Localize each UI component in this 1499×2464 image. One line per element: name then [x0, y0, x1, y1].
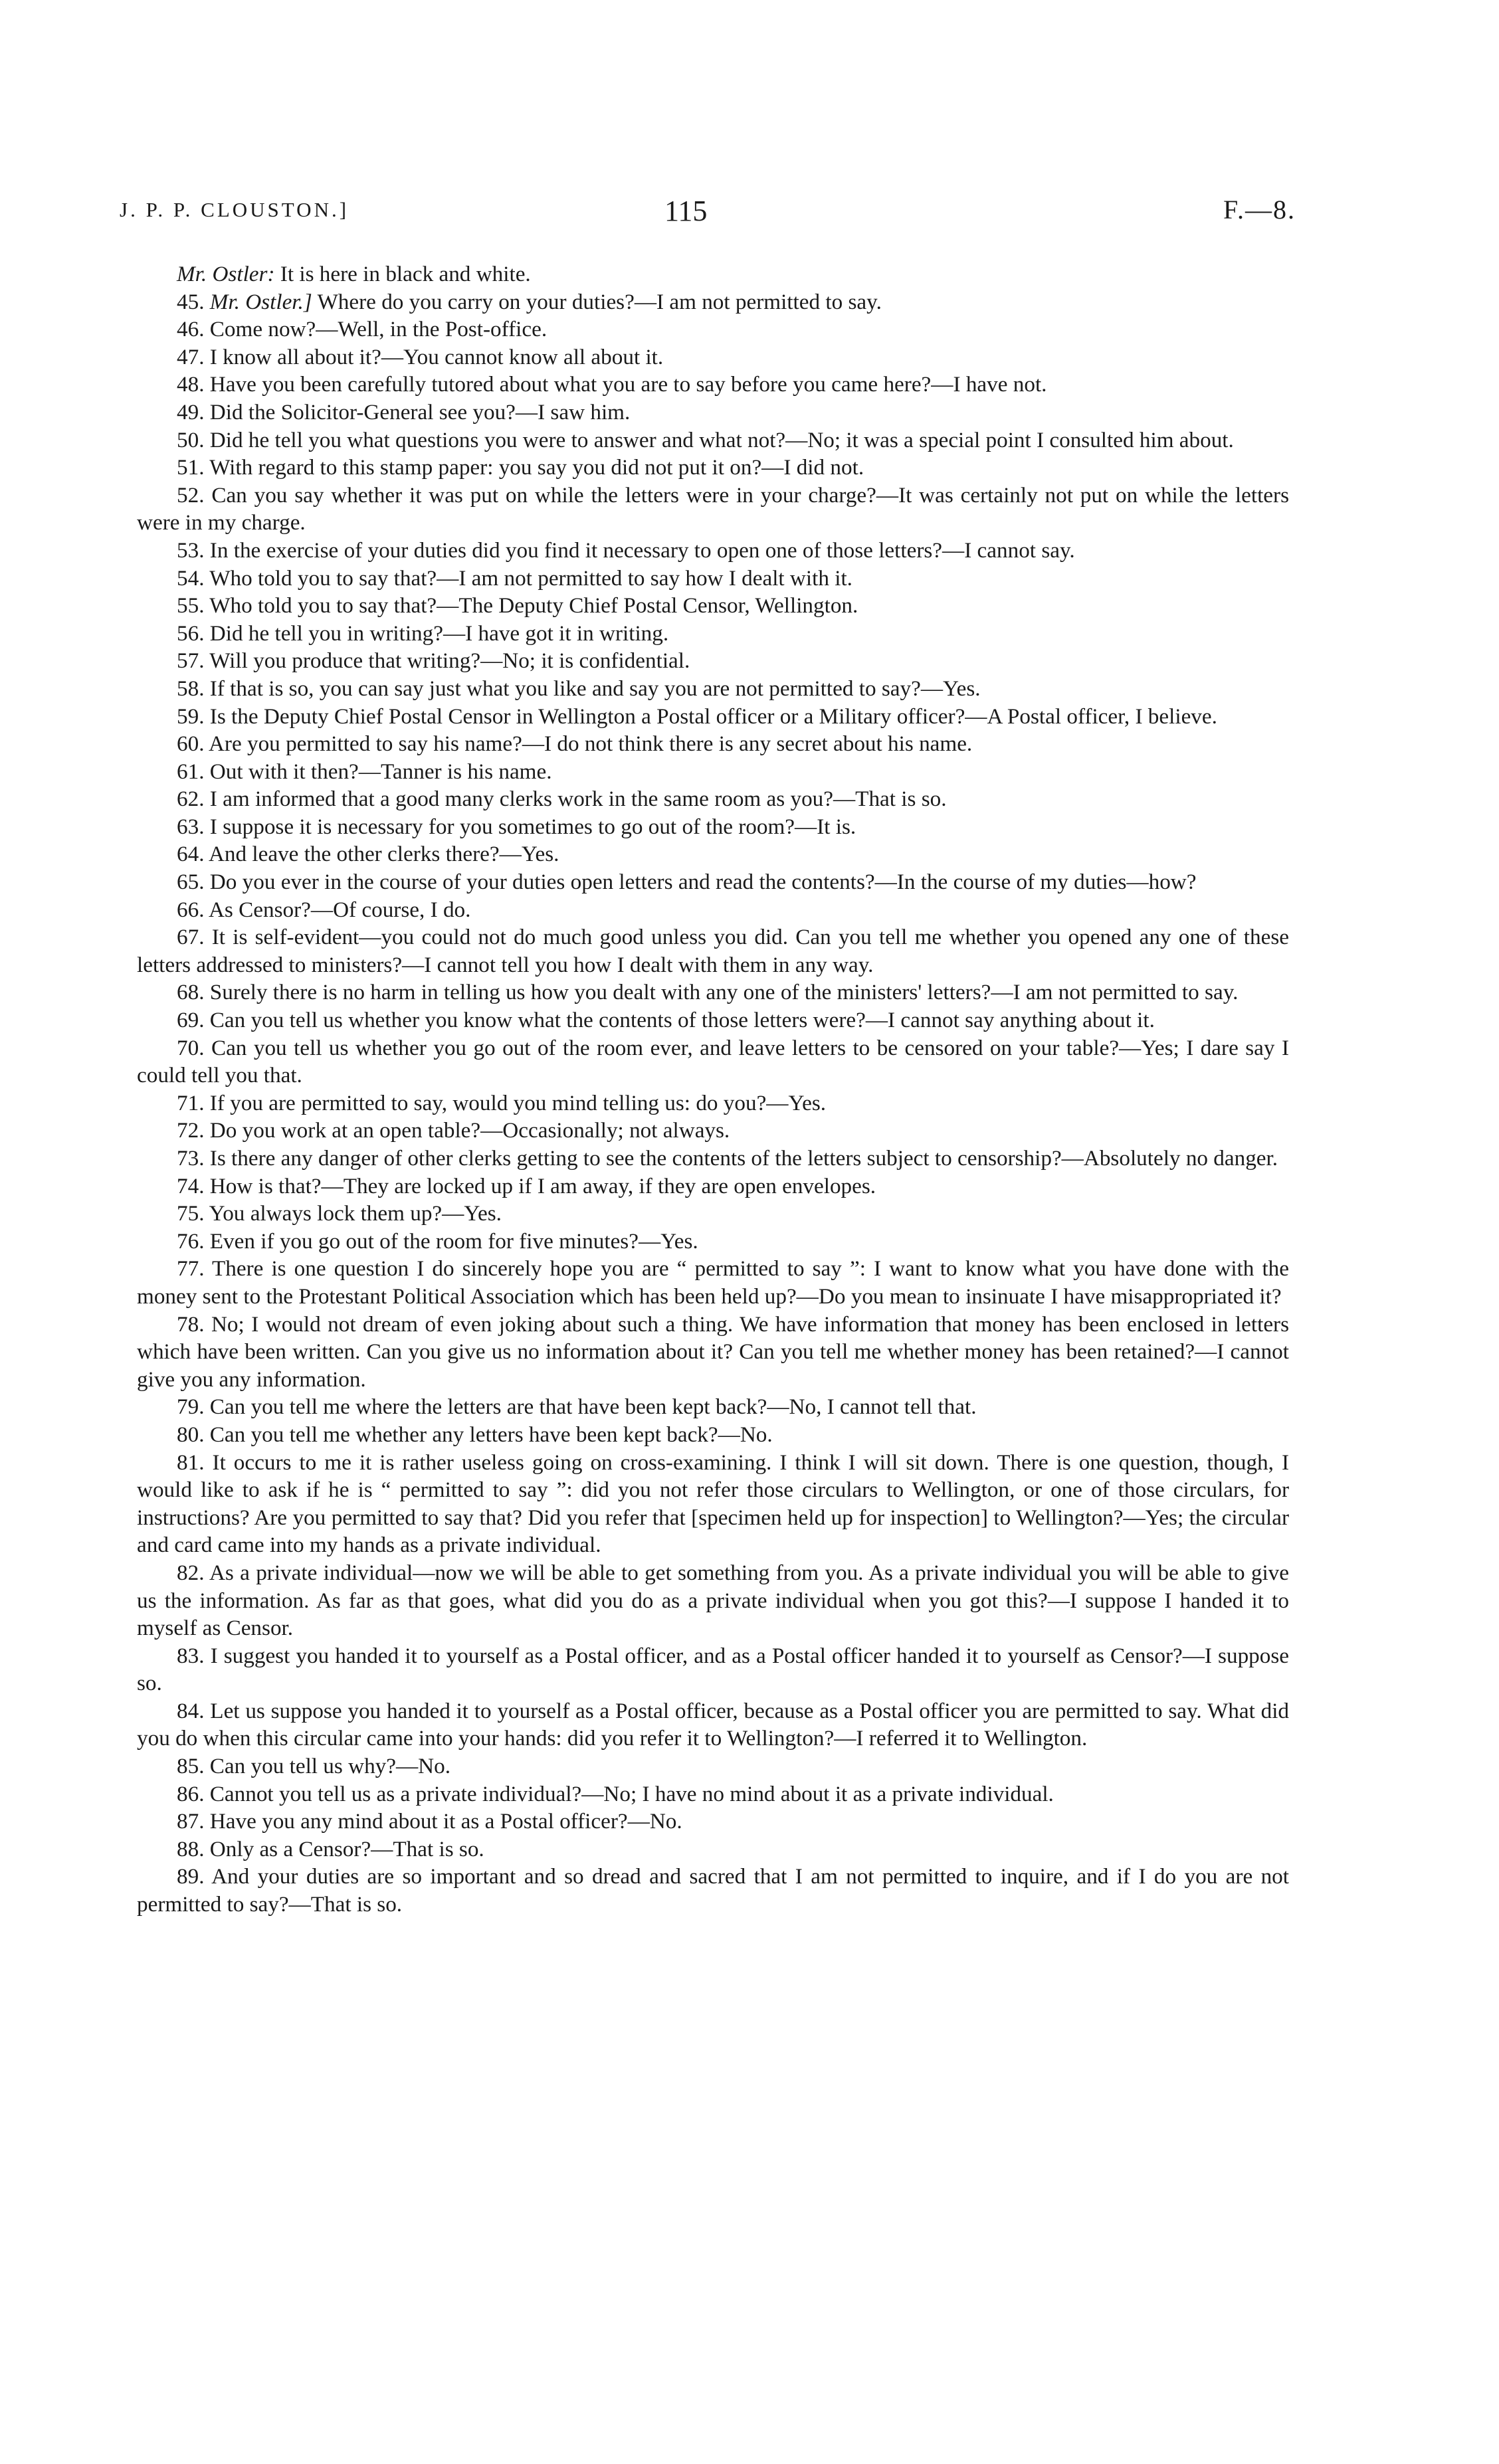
- testimony-paragraph: [137, 1228, 1289, 1256]
- paragraph-text: As a private individual—now we will be able to get something from you. As a private individual you will be able to give us the information. As far as that goes, what did you do as a private individual when you got this?—I suppose I handed it to myself as Censor.: [137, 1560, 1289, 1641]
- question-number: 72.: [177, 1118, 210, 1143]
- speaker-label: Mr. Ostler.]: [209, 289, 312, 314]
- question-number: 54.: [177, 565, 210, 591]
- testimony-paragraph: [137, 454, 1289, 482]
- question-number: 70.: [177, 1035, 211, 1060]
- testimony-paragraph: [137, 923, 1289, 979]
- testimony-paragraph: [137, 1311, 1289, 1394]
- testimony-paragraph: [137, 565, 1289, 593]
- paragraph-text: Have you any mind about it as a Postal officer?—No.: [209, 1809, 682, 1834]
- testimony-paragraph: [137, 1808, 1289, 1836]
- question-number: 74.: [177, 1173, 210, 1198]
- question-number: 57.: [177, 648, 210, 674]
- paragraph-text: Do you ever in the course of your duties open letters and read the contents?—In the course of my duties—how?: [209, 870, 1197, 895]
- question-number: 69.: [177, 1008, 210, 1033]
- paragraph-text: Will you produce that writing?—No; it is confidential.: [209, 648, 690, 674]
- question-number: 63.: [177, 814, 210, 839]
- paragraph-text: Did the Solicitor-General see you?—I saw him.: [209, 399, 631, 425]
- question-number: 52.: [177, 482, 212, 508]
- testimony-paragraph: [137, 703, 1289, 731]
- question-number: 82.: [177, 1560, 209, 1585]
- page-header: [120, 194, 1296, 234]
- question-number: 79.: [177, 1394, 210, 1420]
- paragraph-text: Only as a Censor?—That is so.: [209, 1836, 484, 1861]
- testimony-paragraph: [137, 1173, 1289, 1200]
- paragraph-text: Did he tell you what questions you were to answer and what not?—No; it was a special point I consulted him about.: [209, 427, 1234, 452]
- question-number: 47.: [177, 344, 210, 369]
- testimony-paragraph: [137, 1449, 1289, 1559]
- testimony-paragraph: [137, 1255, 1289, 1310]
- question-number: 59.: [177, 704, 210, 729]
- paragraph-text: Can you tell us whether you know what the contents of those letters were?—I cannot say anything about it.: [209, 1008, 1155, 1033]
- testimony-paragraph: [137, 537, 1289, 565]
- paragraph-text: As Censor?—Of course, I do.: [208, 897, 471, 922]
- testimony-paragraph: [137, 1006, 1289, 1034]
- testimony-paragraph: [137, 1642, 1289, 1697]
- paragraph-text: I know all about it?—You cannot know all about it.: [209, 344, 664, 369]
- testimony-paragraph: [137, 1780, 1289, 1808]
- paragraph-text: Who told you to say that?—I am not permitted to say how I dealt with it.: [209, 565, 852, 591]
- paragraph-text: Is there any danger of other clerks getting to see the contents of the letters subject to censorship?—Absolutely no danger.: [209, 1146, 1278, 1171]
- question-number: 80.: [177, 1422, 210, 1447]
- question-number: 45.: [177, 289, 210, 314]
- paragraph-text: There is one question I do sincerely hope you are “ permitted to say ”: I want to know what you have done with the money sent to the Protestant Political Association which has been held up?—Do you mean to insinuate I have misappropriated it?: [137, 1256, 1289, 1309]
- testimony-paragraph: [137, 1200, 1289, 1228]
- paragraph-text: Did he tell you in writing?—I have got it in writing.: [209, 620, 669, 646]
- paragraph-text: I suppose it is necessary for you sometimes to go out of the room?—It is.: [209, 814, 856, 839]
- testimony-paragraph: [137, 426, 1289, 454]
- testimony-paragraph: [137, 675, 1289, 703]
- question-number: 75.: [177, 1201, 209, 1226]
- testimony-paragraph: [137, 1559, 1289, 1642]
- question-number: 55.: [177, 593, 210, 618]
- paragraph-text: It occurs to me it is rather useless going on cross-examining. I think I will sit down. There is one question, though, I would like to ask if he is “ permitted to say ”: did you not refer those circulars to Wellington, or one of those circulars, for instructions? Are you permitted to say that? Did you refer that [specimen held up for inspection] to Wellington?—Yes; the circular and card came into my hands as a private individual.: [137, 1450, 1290, 1558]
- paragraph-text: Out with it then?—Tanner is his name.: [209, 759, 552, 784]
- question-number: 71.: [177, 1090, 210, 1115]
- question-number: 86.: [177, 1781, 210, 1806]
- testimony-paragraph: [137, 316, 1289, 343]
- paragraph-text: Have you been carefully tutored about what you are to say before you came here?—I have not.: [209, 372, 1047, 397]
- question-number: 62.: [177, 787, 210, 812]
- witness-running-head: J. P. P. CLOUSTON.]: [120, 198, 350, 221]
- testimony-paragraph: [137, 1090, 1289, 1117]
- paragraph-text: Can you tell me whether any letters have been kept back?—No.: [209, 1422, 773, 1447]
- paragraph-text: Even if you go out of the room for five minutes?—Yes.: [209, 1228, 698, 1254]
- testimony-paragraph: [137, 288, 1289, 316]
- paragraph-text: It is here in black and white.: [274, 262, 531, 286]
- paragraph-text: Is the Deputy Chief Postal Censor in Wellington a Postal officer or a Military officer?—A Postal officer, I believe.: [209, 704, 1217, 729]
- testimony-paragraph: [137, 482, 1289, 537]
- paragraph-text: Where do you carry on your duties?—I am not permitted to say.: [312, 289, 882, 314]
- testimony-paragraph: [137, 1836, 1289, 1863]
- testimony-paragraph: [137, 1863, 1289, 1918]
- question-number: 83.: [177, 1643, 211, 1668]
- paragraph-text: And your duties are so important and so dread and sacred that I am not permitted to inquire, and if I do you are not permitted to say?—That is so.: [137, 1864, 1290, 1917]
- question-number: 49.: [177, 399, 210, 425]
- question-number: 65.: [177, 870, 210, 895]
- paragraph-text: Let us suppose you handed it to yourself as a Postal officer, because as a Postal officer you are permitted to say. What did you do when this circular came into your hands: did you refer it to Wellington?—I referred it to Wellington.: [137, 1698, 1290, 1751]
- question-number: 60.: [177, 731, 209, 757]
- paragraph-text: With regard to this stamp paper: you say you did not put it on?—I did not.: [209, 455, 864, 480]
- testimony-paragraph: [137, 592, 1289, 620]
- question-number: 73.: [177, 1146, 210, 1171]
- testimony-paragraph: [137, 730, 1289, 758]
- question-number: 84.: [177, 1698, 211, 1723]
- testimony-paragraph: [137, 896, 1289, 924]
- question-number: 81.: [177, 1450, 213, 1475]
- question-number: 88.: [177, 1836, 210, 1861]
- testimony-paragraph: [137, 1697, 1289, 1753]
- paragraph-text: I am informed that a good many clerks work in the same room as you?—That is so.: [209, 787, 947, 812]
- paragraph-text: I suggest you handed it to yourself as a Postal officer, and as a Postal officer handed it to yourself as Censor?—I suppose so.: [137, 1643, 1289, 1696]
- question-number: 89.: [177, 1864, 212, 1889]
- page-number: 115: [664, 195, 708, 227]
- paragraph-text: Can you say whether it was put on while the letters were in your charge?—It was certainly not put on while the letters were in my charge.: [137, 482, 1289, 535]
- testimony-paragraph: [137, 758, 1289, 786]
- paragraph-text: Do you work at an open table?—Occasionally; not always.: [209, 1118, 730, 1143]
- testimony-paragraph: [137, 1145, 1289, 1173]
- question-number: 78.: [177, 1311, 211, 1337]
- testimony-paragraph: [137, 260, 1289, 288]
- question-number: 68.: [177, 980, 210, 1005]
- question-number: 67.: [177, 925, 212, 950]
- document-reference: F.—8.: [1223, 195, 1296, 225]
- testimony-body: [137, 260, 1289, 1919]
- testimony-paragraph: [137, 979, 1289, 1006]
- testimony-paragraph: [137, 785, 1289, 813]
- question-number: 87.: [177, 1809, 210, 1834]
- paragraph-text: Can you tell us whether you go out of the room ever, and leave letters to be censored on your table?—Yes; I dare say I could tell you that.: [137, 1035, 1290, 1088]
- paragraph-text: And leave the other clerks there?—Yes.: [208, 842, 559, 867]
- paragraph-text: You always lock them up?—Yes.: [209, 1201, 502, 1226]
- testimony-paragraph: [137, 813, 1289, 841]
- paragraph-text: Come now?—Well, in the Post-office.: [209, 317, 548, 342]
- paragraph-text: If you are permitted to say, would you mind telling us: do you?—Yes.: [209, 1090, 827, 1115]
- paragraph-text: Who told you to say that?—The Deputy Chief Postal Censor, Wellington.: [209, 593, 858, 618]
- testimony-paragraph: [137, 1034, 1289, 1090]
- question-number: 56.: [177, 620, 210, 646]
- question-number: 58.: [177, 676, 210, 701]
- paragraph-text: How is that?—They are locked up if I am away, if they are open envelopes.: [209, 1173, 876, 1198]
- testimony-paragraph: [137, 840, 1289, 868]
- testimony-paragraph: [137, 647, 1289, 675]
- question-number: 85.: [177, 1754, 210, 1779]
- paragraph-text: It is self-evident—you could not do much good unless you did. Can you tell me whether you opened any one of these letters addressed to ministers?—I cannot tell you how I dealt with them in any way.: [137, 925, 1290, 977]
- speaker-label: Mr. Ostler:: [177, 262, 275, 286]
- paragraph-text: Surely there is no harm in telling us how you dealt with any one of the ministers' letters?—I am not permitted to say.: [209, 980, 1239, 1005]
- paragraph-text: If that is so, you can say just what you like and say you are not permitted to say?—Yes.: [209, 676, 981, 701]
- question-number: 61.: [177, 759, 210, 784]
- paragraph-text: In the exercise of your duties did you find it necessary to open one of those letters?—I cannot say.: [209, 537, 1075, 563]
- testimony-paragraph: [137, 399, 1289, 426]
- question-number: 76.: [177, 1228, 210, 1254]
- testimony-paragraph: [137, 343, 1289, 371]
- testimony-paragraph: [137, 868, 1289, 896]
- testimony-paragraph: [137, 371, 1289, 399]
- testimony-paragraph: [137, 1117, 1289, 1145]
- paragraph-text: Cannot you tell us as a private individual?—No; I have no mind about it as a private individual.: [209, 1781, 1054, 1806]
- paragraph-text: Can you tell me where the letters are that have been kept back?—No, I cannot tell that.: [209, 1394, 977, 1420]
- paragraph-text: Can you tell us why?—No.: [209, 1754, 451, 1779]
- testimony-paragraph: [137, 1753, 1289, 1780]
- testimony-paragraph: [137, 1421, 1289, 1449]
- testimony-paragraph: [137, 1393, 1289, 1421]
- question-number: 48.: [177, 372, 210, 397]
- question-number: 51.: [177, 455, 210, 480]
- testimony-paragraph: [137, 620, 1289, 648]
- question-number: 53.: [177, 537, 210, 563]
- question-number: 46.: [177, 317, 210, 342]
- paragraph-text: No; I would not dream of even joking about such a thing. We have information that money has been enclosed in letters which have been written. Can you give us no information about it? Can you tell me whether money has been retained?—I cannot give you any information.: [137, 1311, 1290, 1392]
- question-number: 64.: [177, 842, 209, 867]
- question-number: 66.: [177, 897, 209, 922]
- question-number: 50.: [177, 427, 210, 452]
- question-number: 77.: [177, 1256, 212, 1281]
- paragraph-text: Are you permitted to say his name?—I do not think there is any secret about his name.: [208, 731, 973, 757]
